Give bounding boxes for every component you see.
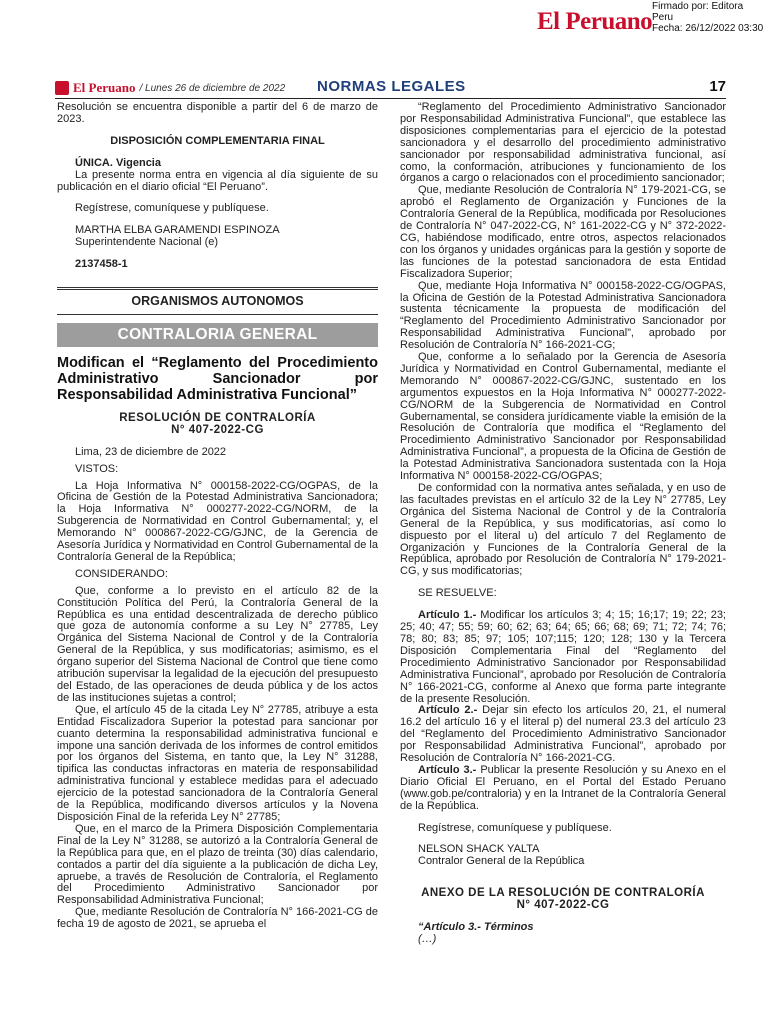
unica-heading: ÚNICA. Vigencia xyxy=(75,156,161,169)
annex-article-heading: “Artículo 3.- Términos xyxy=(418,921,534,934)
organismos-heading: ORGANISMOS AUTONOMOS xyxy=(57,287,378,315)
vistos-heading: VISTOS: xyxy=(75,462,119,475)
paragraph: Que, conforme a lo previsto en el artículo 82 de la Constitución Política del Perú, la Contraloría General de la República es una entidad descentralizada de derecho público que goza de autonomía conforme a su Ley N° 27785, Ley Orgánica del Sistema Nacional de Control y de la Contraloría General de la República, y sus modificatorias; asimismo, es el órgano superior del Sistema Nacional de Control que tiene como atribución supervisar la legalidad de la ejecución del presupuesto del Estado, de las operaciones de deuda pública y de los actos de las instituciones sujetas a control; xyxy=(57,584,378,704)
resolution-title-2: N° 407-2022-CG xyxy=(171,423,264,436)
closing-formula: Regístrese, comuníquese y publíquese. xyxy=(418,821,612,834)
article-1 xyxy=(400,610,726,705)
header-logo xyxy=(55,80,285,96)
paragraph: Que, el artículo 45 de la citada Ley N° 27785, atribuye a esta Entidad Fiscalizadora Superior la potestad para sancionar por cuanto determina la responsabilidad administrativa funcional e impone una sanción derivada de los informes de control emitidos por los órganos del Sistema, en tanto que, la Ley N° 31288, tipifica las conductas infractoras en materia de responsabilidad administrativa funcional y establece medidas para el adecuado ejercicio de la potestad sancionadora de la Contraloría General de la República, modificando diversos artículos y la Novena Disposición Final de la referida Ley N° 27785; xyxy=(57,703,378,823)
digital-signature-area xyxy=(0,0,768,52)
header-brand: El Peruano xyxy=(73,80,136,95)
paragraph: Que, mediante Resolución de Contraloría N° 166-2021-CG de fecha 19 de agosto de 2021, se aprueba el xyxy=(57,906,378,931)
signature-line-1: Firmado por: Editora xyxy=(652,1,744,12)
signatory-name: NELSON SHACK YALTA xyxy=(418,843,540,856)
resolution-title-1: RESOLUCIÓN DE CONTRALORÍA xyxy=(119,411,316,424)
article-1-text: Modificar los artículos 3; 4; 15; 16;17; 19; 22; 23; 25; 40; 47; 55; 59; 60; 62; 63; 64; 65; 66; 68; 69; 71; 72; 74; 76; 78; 80; 83; 85; 97; 105; 107;115; 120; 128; 130 y la Tercera Disposición Complementaria Final del “Reglamento del Procedimiento Administrativo Sancionador por Responsabilidad Administrativa Funcional”, aprobado por Resolución de Contraloría N° 166-2021-CG, conforme al Anexo que forma parte integrante de la presente Resolución. xyxy=(400,609,726,705)
signature-stamp xyxy=(652,1,763,34)
article-2-text: Dejar sin efecto los artículos 20, 21, el numeral 16.2 del artículo 16 y el literal p) del numeral 23.3 del artículo 23 del “Reglamento del Procedimiento Administrativo Sancionador por Responsabilidad Administrativa Funcional”, aprobado por Resolución de Contraloría N° 166-2021-CG. xyxy=(400,704,727,765)
article-2 xyxy=(400,705,726,765)
paragraph: “Reglamento del Procedimiento Administrativo Sancionador por Responsabilidad Administrativa Funcional”, que establece las disposiciones complementarias para el ejercicio de la potestad sancionadora y el desarrollo del procedimiento administrativo sancionador por responsabilidad administrativa funcional, así como, la conformación, atribuciones y funcionamiento de los órganos a cargo o relacionados con el procedimiento sancionador; xyxy=(400,101,726,185)
publication-code: 2137458-1 xyxy=(75,258,128,271)
signature-line-2: Peru xyxy=(652,12,674,23)
paragraph: De conformidad con la normativa antes señalada, y en uso de las facultades previstas en el artículo 32 de la Ley N° 27785, Ley Orgánica del Sistema Nacional de Control y de la Contraloría General de la República, y sus modificatorias, así como lo dispuesto por el literal u) del artículo 7 del Reglamento de Organización y Funciones de la Contraloría General de la República, aprobado por Resolución de Contraloría N° 179-2021-CG, y sus modificatorias; xyxy=(400,482,726,578)
paragraph: Resolución se encuentra disponible a partir del 6 de marzo de 2023. xyxy=(57,101,378,125)
page-number: 17 xyxy=(709,78,726,95)
article-3-text: Publicar la presente Resolución y su Anexo en el Diario Oficial El Peruano, en el Portal del Estado Peruano (www.gob.pe/contraloria) y en la Intranet de la Contraloría General de la República. xyxy=(400,763,726,812)
section-title: NORMAS LEGALES xyxy=(317,78,466,95)
paragraph: Que, mediante Resolución de Contraloría N° 179-2021-CG, se aprobó el Reglamento de Organización y Funciones de la Contraloría General de la República, modificada por Resoluciones de Contraloría N° 047-2022-CG, N° 161-2022-CG y N° 372-2022-CG, habiéndose modificado, entre otros, aspectos relacionados con los órganos y unidades orgánicas para la gestión y soporte de las funciones de la potestad sancionadora de esta Entidad Fiscalizadora Superior; xyxy=(400,184,726,280)
article-3-label: Artículo 3.- xyxy=(418,763,477,776)
peru-emblem-icon xyxy=(55,81,69,95)
considerando-heading: CONSIDERANDO: xyxy=(75,567,168,580)
disposition-title: DISPOSICIÓN COMPLEMENTARIA FINAL xyxy=(110,134,325,147)
ellipsis: (…) xyxy=(418,933,437,945)
paragraph: Que, mediante Hoja Informativa N° 000158-2022-CG/OGPAS, la Oficina de Gestión de la Potestad Administrativa Sancionadora sustenta técnicamente la propuesta de modificación del “Reglamento del Procedimiento Administrativo Sancionador por Responsabilidad Administrativa Funcional”, aprobado por Resolución de Contraloría N° 166-2021-CG; xyxy=(400,279,726,352)
article-1-label: Artículo 1.- xyxy=(418,609,477,622)
main-title: Modifican el “Reglamento del Procedimiento Administrativo Sancionador por Responsabilidad Administrativa Funcional” xyxy=(57,354,378,403)
paragraph: La presente norma entra en vigencia al día siguiente de su publicación en el diario oficial “El Peruano”. xyxy=(57,168,378,193)
right-column xyxy=(400,102,726,946)
annex-title-1: ANEXO DE LA RESOLUCIÓN DE CONTRALORÍA xyxy=(421,887,705,900)
closing-formula: Regístrese, comuníquese y publíquese. xyxy=(75,202,269,215)
signatory-name: MARTHA ELBA GARAMENDI ESPINOZA xyxy=(75,224,280,237)
left-column xyxy=(57,102,378,931)
article-3 xyxy=(400,765,726,813)
paragraph: Que, conforme a lo señalado por la Gerencia de Asesoría Jurídica y Normatividad en Control Gubernamental, mediante el Memorando N° 000867-2022-CG/GJNC, sustentado en los argumentos expuestos en la Hoja Informativa N° 000277-2022-CG/NORM de la Subgerencia de Normatividad en Control Gubernamental, se considera jurídicamente viable la emisión de la Resolución de Contraloría que modifica el “Reglamento del Procedimiento Administrativo Sancionador por Responsabilidad Administrativa Funcional”, a propuesta de la Oficina de Gestión de la Potestad Administrativa Sancionadora sustentada con la Hoja Informativa N° 000158-2022-CG/OGPAS; xyxy=(400,351,726,483)
article-2-label: Artículo 2.- xyxy=(418,704,478,717)
resuelve-heading: SE RESUELVE: xyxy=(418,587,497,600)
date-line: Lima, 23 de diciembre de 2022 xyxy=(75,445,227,458)
contraloria-banner: CONTRALORIA GENERAL xyxy=(57,323,378,347)
paragraph: La Hoja Informativa N° 000158-2022-CG/OGPAS, de la Oficina de Gestión de la Potestad Administrativa Sancionadora; la Hoja Informativa N° 000277-2022-CG/NORM, de la Subgerencia de Normatividad en Control Gubernamental; y, el Memorando N° 000867-2022-CG/GJNC, de la Gerencia de Asesoría Jurídica y Normatividad en Control Gubernamental de la Contraloría General de la República; xyxy=(57,479,378,563)
header-date: / Lunes 26 de diciembre de 2022 xyxy=(139,82,286,94)
el-peruano-logo: El Peruano xyxy=(537,8,653,35)
page-header xyxy=(55,78,726,99)
paragraph: Que, en el marco de la Primera Disposición Complementaria Final de la Ley N° 31288, se autorizó a la Contraloría General de la República para que, en el plazo de treinta (30) días calendario, contados a partir del día siguiente a la publicación de dicha Ley, apruebe, a través de Resolución de Contraloría, el Reglamento del Procedimiento Administrativo Sancionador por Responsabilidad Administrativa Funcional; xyxy=(57,822,378,907)
signatory-role: Superintendente Nacional (e) xyxy=(75,236,219,249)
signatory-role: Contralor General de la República xyxy=(418,855,585,868)
signature-line-3: Fecha: 26/12/2022 03:30 xyxy=(652,23,764,34)
annex-title-2: N° 407-2022-CG xyxy=(516,899,610,912)
